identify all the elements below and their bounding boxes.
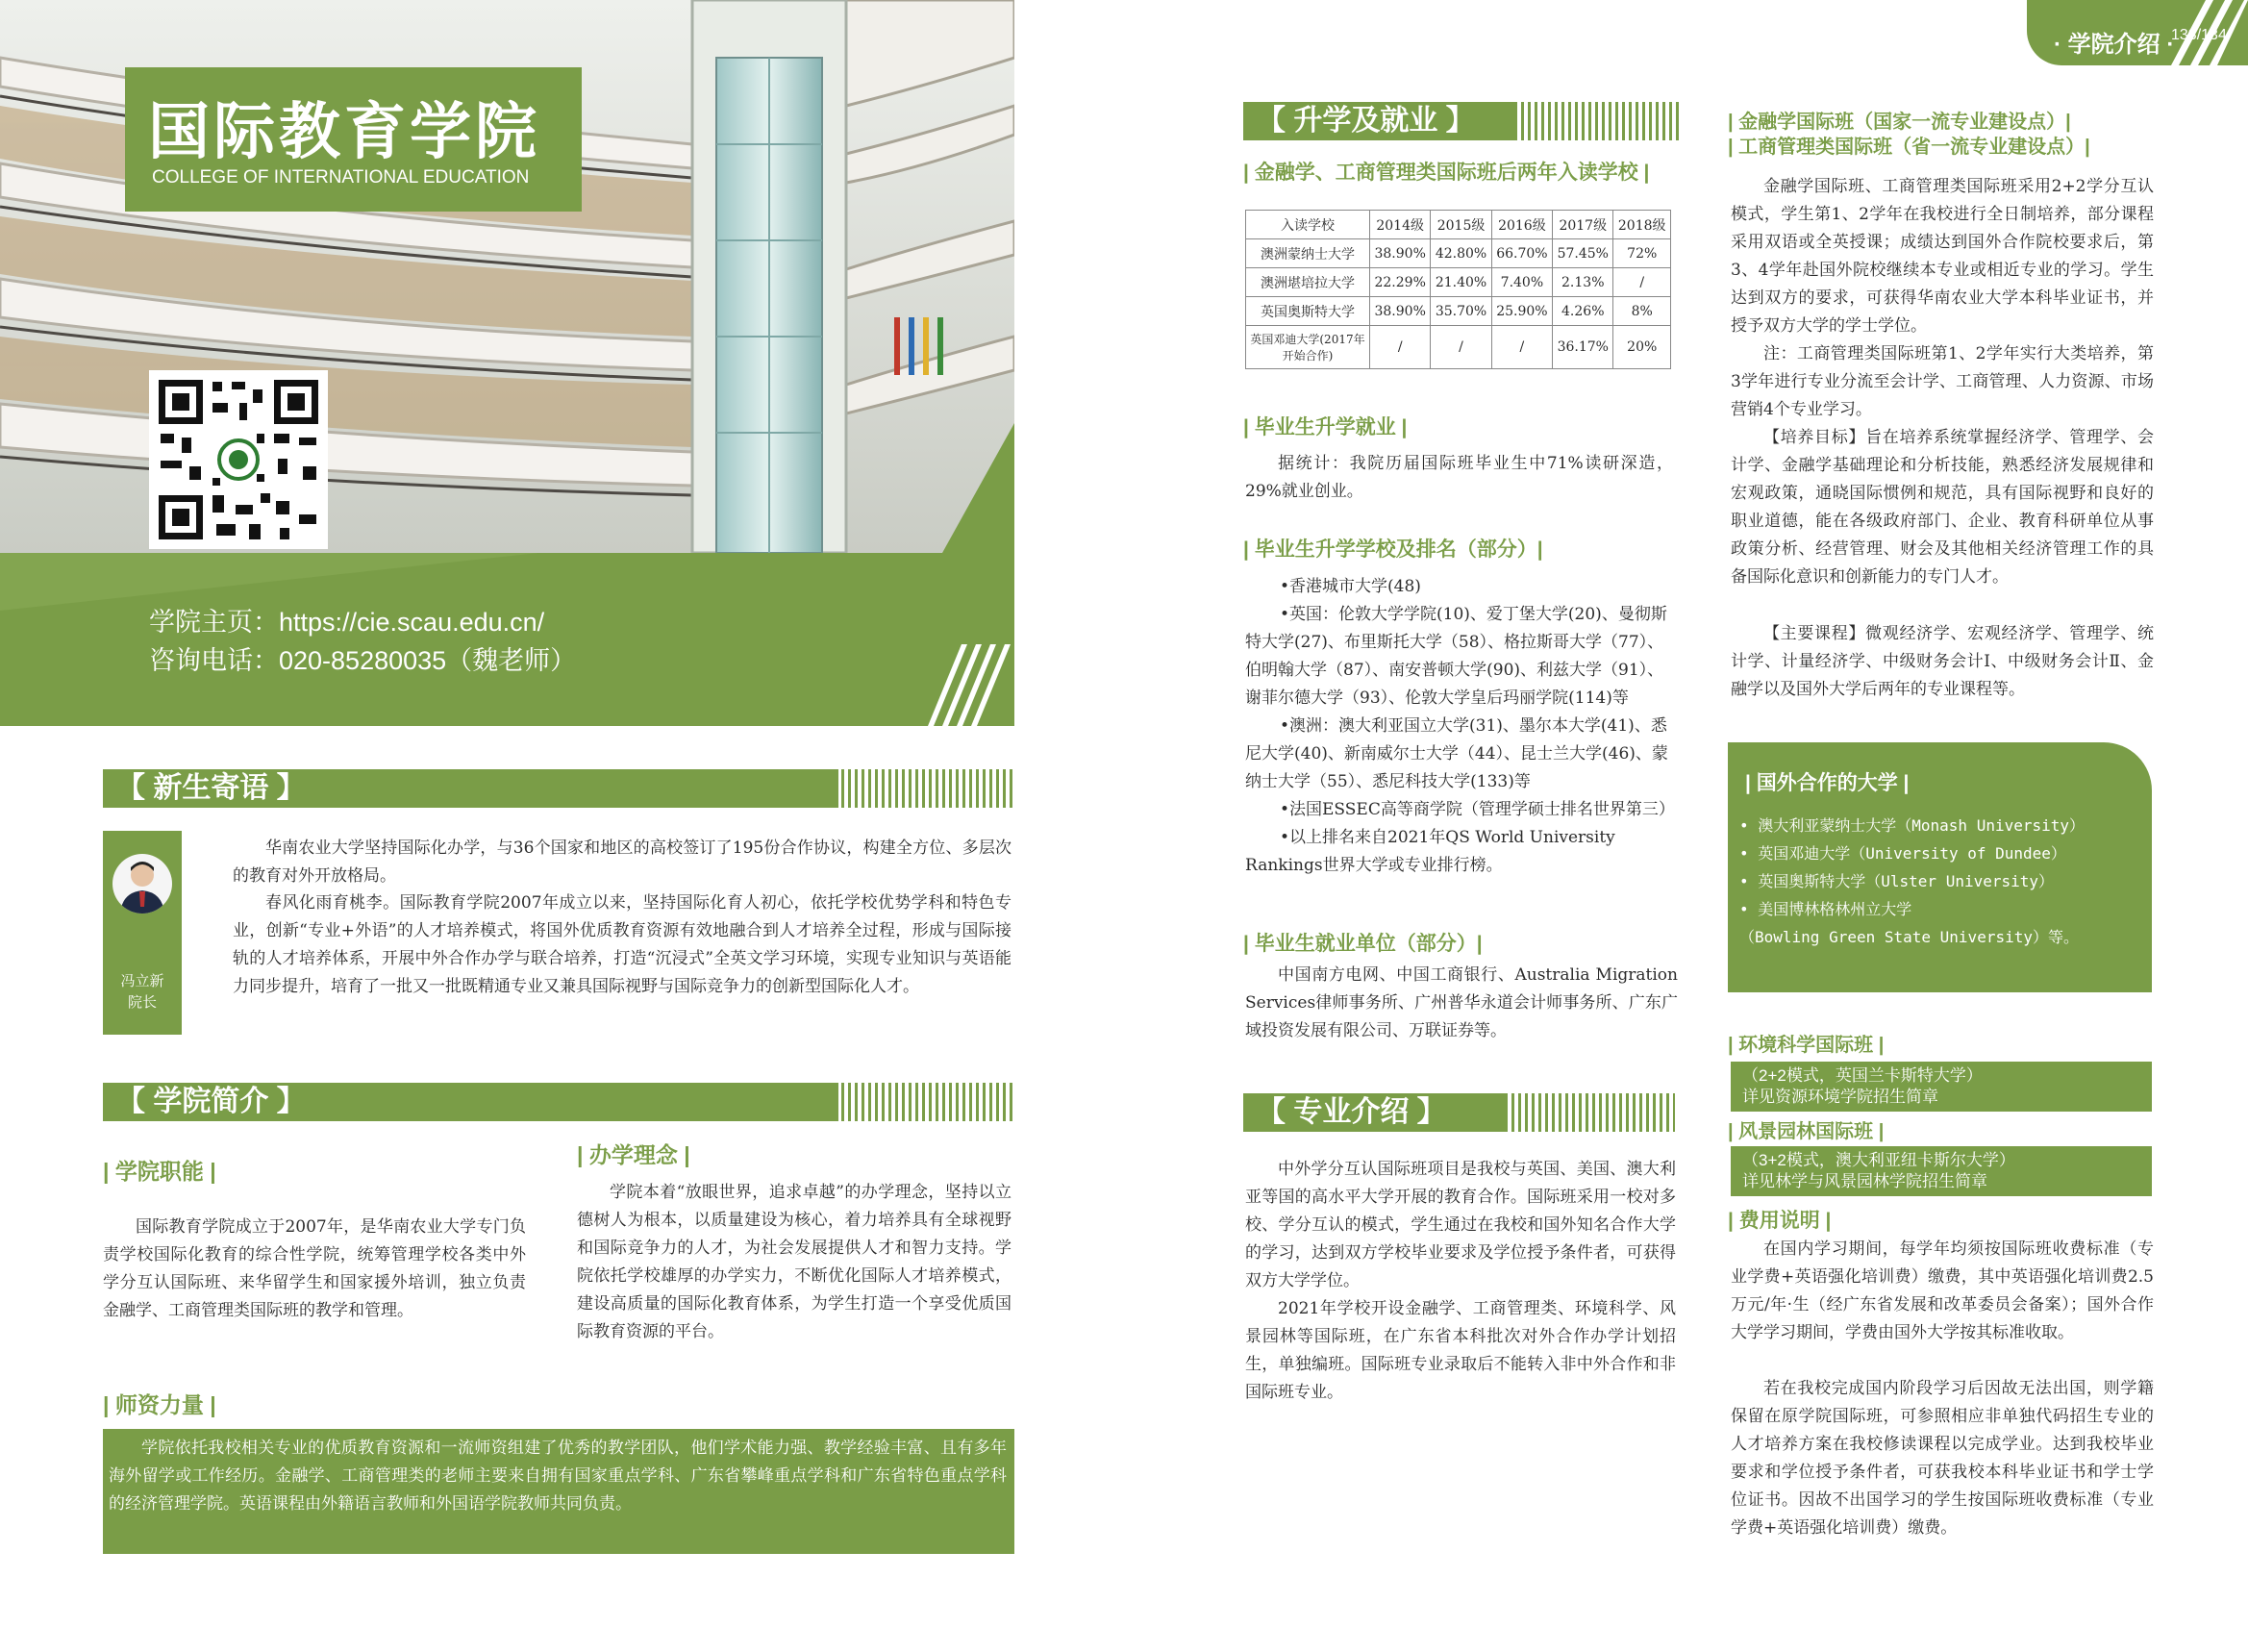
table-cell: 英国邓迪大学(2017年开始合作) [1246,326,1370,369]
table-cell: / [1613,268,1671,297]
env-class-box [1731,1062,2152,1112]
env-class-title: | 环境科学国际班 | [1728,1035,1885,1056]
welcome-paragraph-2: 春风化雨育桃李。国际教育学院2007年成立以来，坚持国际化育人初心，依托学校优势学科和特色专业，创新“专业+外语”的人才培养模式，将国外优质教育资源有效地融合到人才培养全过程，形成与国际接轨的人才培养体系，开展中外合作办学与联合培养，打造“沉浸式”全英文学习环境，实现专业知识与英语能力同步提升，培育了一批又一批既精通专业又兼具国际视野与国际竞争力的创新型国际化人才。 [233,893,1012,996]
table-cell: 42.80% [1431,239,1491,268]
college-title: 国际教育学院 [148,97,540,166]
landscape-class-box [1731,1146,2152,1196]
philosophy-title: | 办学理念 | [577,1142,690,1167]
table-cell: 21.40% [1431,268,1491,297]
list-item: •英国：伦敦大学学院(10)、爱丁堡大学(20)、曼彻斯特大学(27)、布里斯托大学（58）、格拉斯哥大学（77）、伯明翰大学（87）、南安普顿大学(90)、利兹大学（91）、谢菲尔德大学（93）、伦敦大学皇后玛丽学院(114)等 [1245,605,1667,708]
majors-heading: 【 专业介绍 】 [1243,1093,1508,1132]
list-item: • 英国邓迪大学（University of Dundee） [1739,844,2066,863]
faculty-text: 学院依托我校相关专业的优质教育资源和一流师资组建了优秀的教学团队，他们学术能力强、教学经验丰富、且有多年海外留学或工作经历。金融学、工商管理类的老师主要来自拥有国家重点学科、广东省攀峰重点学科和广东省特色重点学科的经济管理学院。英语课程由外籍语言教师和外国语学院教师共同负责。 [109,1439,1007,1514]
table-header: 2014级 [1370,211,1431,239]
table-header: 2018级 [1613,211,1671,239]
env-class-link: 详见资源环境学院招生简章 [1742,1088,1938,1106]
table-row [1246,326,1671,369]
landscape-class-title: | 风景园林国际班 | [1728,1121,1885,1142]
table-row [1246,297,1671,326]
employer-text: 中国南方电网、中国工商银行、Australia Migration Services律师事务所、广州普华永道会计师事务所、广东广域投资发展有限公司、万联证券等。 [1245,965,1678,1040]
table-cell: 38.90% [1370,239,1431,268]
finance-paragraph-2: 注：工商管理类国际班第1、2学年实行大类培养，第3学年进行专业分流至会计学、工商管理、人力资源、市场营销4个专业学习。 [1731,344,2154,419]
partners-box [1728,742,2152,992]
fees-paragraph-2: 若在我校完成国内阶段学习后因故无法出国，则学籍保留在原学院国际班，可参照相应非单独代码招生专业的人才培养方案在我校修读课程以完成学业。达到我校毕业要求和学位授予条件者，可获我校本科毕业证书和学士学位证书。因故不出国学习的学生按国际班收费标准（专业学费+英语强化培训费）缴费。 [1731,1379,2154,1538]
finance-class-title-2: | 工商管理类国际班（省一流专业建设点）| [1728,137,2090,158]
table-cell: 8% [1613,297,1671,326]
table-header: 2015级 [1431,211,1491,239]
list-item: • 澳大利亚蒙纳士大学（Monash University） [1739,816,2086,835]
landscape-class-link: 详见林学与风景园林学院招生简章 [1742,1172,1987,1190]
list-item: •澳洲：澳大利亚国立大学(31)、墨尔本大学(41)、悉尼大学(40)、新南威尔士大学（44）、昆士兰大学(46)、蒙纳士大学（55）、悉尼科技大学(133)等 [1245,716,1668,791]
table-title: | 金融学、工商管理类国际班后两年入读学校 | [1243,162,1650,184]
list-item: •香港城市大学(48) [1280,577,1421,596]
table-cell: 澳洲蒙纳士大学 [1246,239,1370,268]
section-label: · 学院介绍 · [2054,32,2175,58]
welcome-heading: 【 新生寄语 】 [103,769,838,808]
table-cell: 25.90% [1491,297,1552,326]
table-cell: 澳洲堪培拉大学 [1246,268,1370,297]
landscape-class-mode: （3+2模式，澳大利亚纽卡斯尔大学） [1742,1151,2015,1169]
table-cell: / [1370,326,1431,369]
philosophy-text: 学院本着“放眼世界，追求卓越”的办学理念，坚持以立德树人为根本，以质量建设为核心，着力培养具有全球视野和国际竞争力的人才，为社会发展提供人才和智力支持。学院依托学校雄厚的办学实力，不断优化国际人才培养模式，建设高质量的国际化教育体系，为学生打造一个享受优质国际教育资源的平台。 [577,1183,1012,1341]
table-row [1246,268,1671,297]
table-cell: 2.13% [1553,268,1613,297]
heading-stripes [1521,102,1683,140]
employer-title: | 毕业生就业单位（部分）| [1243,933,1483,955]
heading-stripes [841,769,1014,808]
fees-paragraph-1: 在国内学习期间，每学年均须按国际班收费标准（专业学费+英语强化培训费）缴费，其中英语强化培训费2.5万元/年·生（经广东省发展和改革委员会备案）；国外合作大学学习期间，学费由国外大学按其标准收取。 [1731,1239,2154,1342]
avatar [112,854,172,914]
table-cell: 22.29% [1370,268,1431,297]
table-cell: 57.45% [1553,239,1613,268]
section-tab [2027,0,2248,65]
table-cell: 英国奥斯特大学 [1246,297,1370,326]
table-cell: 35.70% [1431,297,1491,326]
heading-stripes [1511,1093,1675,1132]
list-item: （Bowling Green State University）等。 [1739,928,2079,946]
table-cell: 7.40% [1491,268,1552,297]
table-row [1246,239,1671,268]
table-header-row [1246,211,1671,239]
grad-text: 据统计：我院历届国际班毕业生中71%读研深造，29%就业创业。 [1245,454,1673,501]
admission-table [1245,210,1671,369]
table-header: 入读学校 [1246,211,1370,239]
table-cell: 38.90% [1370,297,1431,326]
finance-class-title-1: | 金融学国际班（国家一流专业建设点）| [1728,112,2071,133]
finance-paragraph-4: 【主要课程】微观经济学、宏观经济学、管理学、统计学、计量经济学、中级财务会计Ⅰ、中级财务会计Ⅱ、金融学以及国外大学后两年的专业课程等。 [1731,624,2154,699]
dean-name: 冯立新 [120,973,164,989]
table-cell: 4.26% [1553,297,1613,326]
table-cell: 20% [1613,326,1671,369]
table-cell: 36.17% [1553,326,1613,369]
table-cell: 66.70% [1491,239,1552,268]
finance-paragraph-1: 金融学国际班、工商管理类国际班采用2+2学分互认模式，学生第1、2学年在我校进行全日制培养，部分课程采用双语或全英授课；成绩达到国外合作院校要求后，第3、4学年赴国外院校继续本专业或相近专业的学习。学生达到双方的要求，可获得华南农业大学本科毕业证书，并授予双方大学的学士学位。 [1731,177,2154,336]
contact-band [0,553,1014,726]
function-title: | 学院职能 | [103,1159,216,1184]
faculty-box [103,1429,1014,1554]
page-numbers: 133/134 [2171,27,2227,43]
partners-list [1739,812,2143,951]
table-header: 2016级 [1491,211,1552,239]
partners-title: | 国外合作的大学 | [1745,772,1910,794]
dean-title: 院长 [127,994,157,1011]
list-item: •法国ESSEC高等商学院（管理学硕士排名世界第三） [1280,800,1675,819]
majors-paragraph-1: 中外学分互认国际班项目是我校与英国、美国、澳大利亚等国的高水平大学开展的教育合作。国际班采用一校对多校、学分互认的模式，学生通过在我校和国外知名合作大学的学习，达到双方学校毕业要求及学位授予条件者，可获得双方大学学位。 [1245,1160,1676,1290]
intro-heading: 【 学院简介 】 [103,1083,838,1121]
table-cell: 72% [1613,239,1671,268]
college-title-box [125,67,582,212]
list-item: • 美国博林格林州立大学 [1739,900,1912,918]
hero-photo [0,0,1014,553]
welcome-paragraph-1: 华南农业大学坚持国际化办学，与36个国家和地区的高校签订了195份合作协议，构建全方位、多层次的教育对外开放格局。 [233,839,1012,886]
table-header: 2017级 [1553,211,1613,239]
table-cell: / [1491,326,1552,369]
rank-list [1245,573,1678,880]
rank-title: | 毕业生升学学校及排名（部分）| [1243,538,1543,561]
function-text: 国际教育学院成立于2007年，是华南农业大学专门负责学校国际化教育的综合性学院，统筹管理学校各类中外学分互认国际班、来华留学生和国家援外培训，独立负责金融学、工商管理类国际班的教学和管理。 [103,1217,526,1320]
list-item: • 英国奥斯特大学（Ulster University） [1739,872,2055,890]
table-cell: / [1431,326,1491,369]
college-subtitle: COLLEGE OF INTERNATIONAL EDUCATION [152,167,530,188]
finance-paragraph-3: 【培养目标】旨在培养系统掌握经济学、管理学、会计学、金融学基础理论和分析技能，熟悉经济发展规律和宏观政策，通晓国际惯例和规范，具有国际视野和良好的职业道德，能在各级政府部门、企业、教育科研单位从事政策分析、经营管理、财会及其他相关经济管理工作的具备国际化意识和创新能力的专门人才。 [1731,428,2154,587]
majors-paragraph-2: 2021年学校开设金融学、工商管理类、环境科学、风景园林等国际班，在广东省本科批次对外合作办学计划招生，单独编班。国际班专业录取后不能转入非中外合作和非国际班专业。 [1245,1299,1676,1402]
further-study-heading: 【 升学及就业 】 [1243,102,1517,140]
list-item: •以上排名来自2021年QS World University Rankings世界大学或专业排行榜。 [1245,828,1615,875]
grad-title: | 毕业生升学就业 | [1243,416,1408,438]
fees-title: | 费用说明 | [1728,1210,1832,1232]
dean-card [103,831,182,1035]
qr-code [149,370,328,549]
faculty-title: | 师资力量 | [103,1392,216,1417]
homepage-url[interactable]: 学院主页：https://cie.scau.edu.cn/ [149,608,545,637]
contact-phone: 咨询电话：020-85280035（魏老师） [149,646,577,675]
heading-stripes [841,1083,1014,1121]
env-class-mode: （2+2模式，英国兰卡斯特大学） [1742,1066,1983,1085]
